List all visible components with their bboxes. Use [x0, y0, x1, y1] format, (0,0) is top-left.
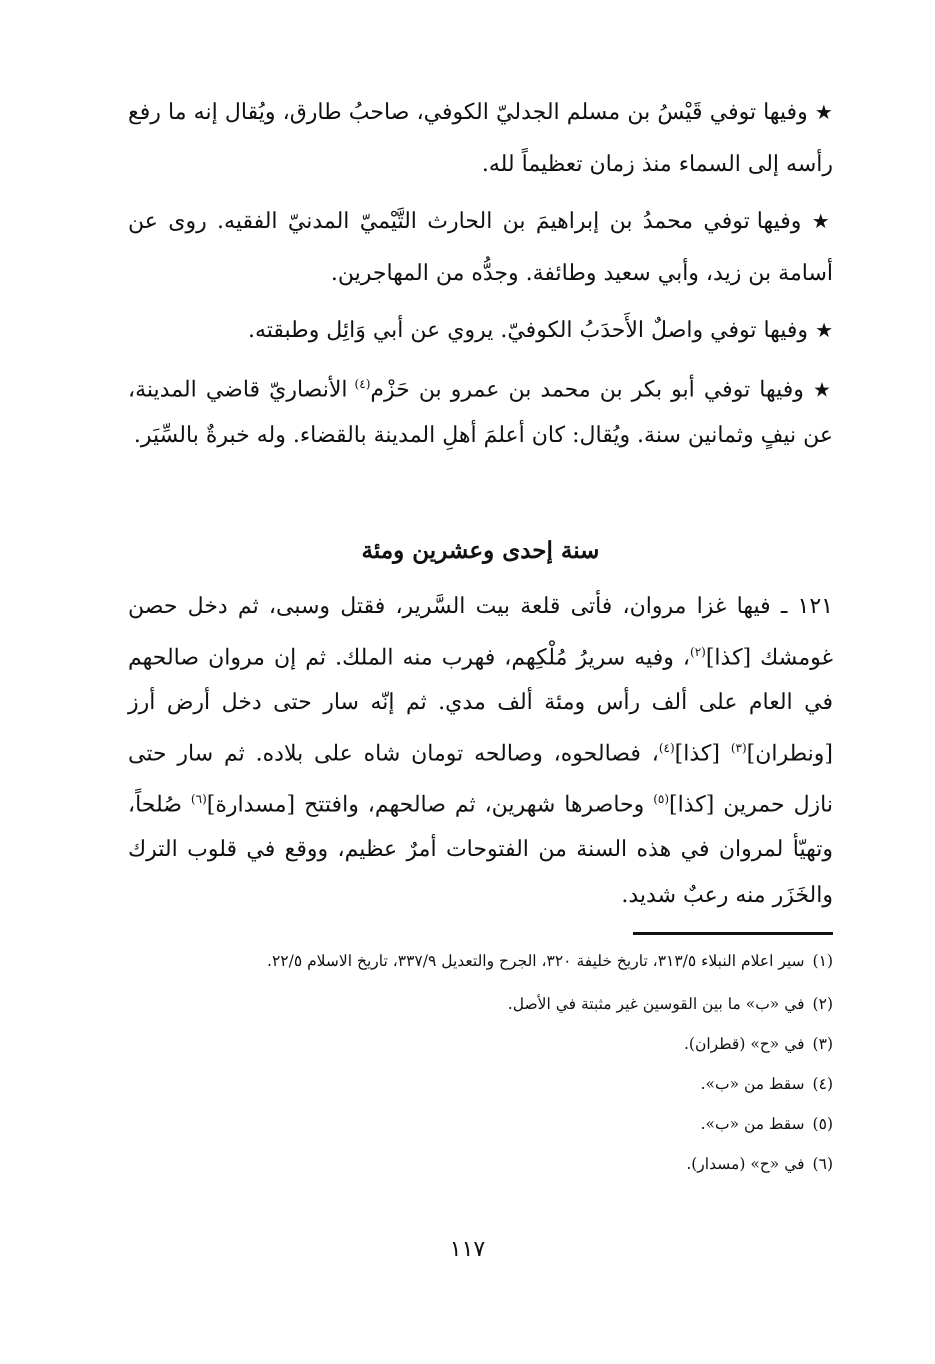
footnote-4 [128, 1064, 833, 1104]
entry-wasil [128, 304, 833, 357]
footnote-divider [633, 932, 833, 935]
footnote-1 [128, 944, 833, 978]
footnote-3 [128, 1024, 833, 1064]
footnote-number: (١) [812, 952, 833, 970]
entry-text: الأنصاريّ قاضي المدينة، عن نيفٍ وثمانين سنة. ويُقال: كان أعلمَ أهلِ المدينة بالقضاء. وله خبرةٌ بالسِّيَر. [128, 377, 833, 449]
footnote-ref: (٦) [190, 791, 207, 806]
footnote-text: في «ح» (مسدار). [686, 1155, 805, 1173]
main-paragraph [128, 584, 833, 918]
star-icon: ★ [814, 100, 834, 124]
paragraph-text: ، وفيه سريرُ مُلْكِهم، فهرب منه الملك. ثم إن مروان صالحهم في العام على ألف رأس ومئة ألف مدي. ثم إنّه سار حتى دخل أرض أرز [ونطران] [128, 644, 834, 767]
footnote-number: (٦) [812, 1155, 833, 1173]
footnote-5 [128, 1104, 833, 1144]
footnote-ref: (٥) [653, 791, 670, 806]
entries-block [128, 86, 833, 459]
footnote-text: سقط من «ب». [700, 1075, 805, 1093]
footnote-number: (٤) [812, 1075, 833, 1093]
paragraph-text: ١٢١ ـ فيها غزا مروان، فأتى قلعة بيت السَّرير، فقتل وسبى، ثم دخل حصن غومشك [كذا] [128, 594, 833, 670]
paragraph-text: [كذا] [674, 741, 731, 767]
footnote-6 [128, 1144, 833, 1184]
section-heading: سنة إحدى وعشرين ومئة [361, 537, 600, 564]
paragraph-text: صُلحاً، وتهيّأ لمروان في هذه السنة من الفتوحات أمرٌ عظيم، ووقع في قلوب الترك والخَزَر منه رعبٌ شديد. [128, 791, 833, 908]
footnote-ref: (٣) [730, 740, 747, 755]
entry-text: وفيها توفي أبو بكر بن محمد بن عمرو بن حَزْم [370, 377, 804, 403]
footnote-ref: (٤) [354, 377, 371, 391]
star-icon: ★ [815, 318, 833, 342]
footnote-text: في «ح» (قطران). [684, 1035, 805, 1053]
footnote-text: في «ب» ما بين القوسين غير مثبتة في الأصل. [507, 995, 805, 1013]
footnote-ref: (٢) [690, 644, 706, 659]
main-paragraph-block [128, 584, 833, 918]
footnote-number: (٥) [812, 1115, 833, 1133]
footnote-text: سقط من «ب». [700, 1115, 805, 1133]
entry-muhammad [128, 195, 833, 300]
footnote-2 [128, 984, 833, 1024]
footnote-text: سير اعلام النبلاء ٣١٣/٥، تاريخ خليفة ٣٢٠، الجرح والتعديل ٣٣٧/٩، تاريخ الاسلام ٢٢/٥. [267, 952, 805, 970]
footnote-ref: (٤) [658, 740, 675, 755]
page-number: ١١٧ [449, 1237, 486, 1262]
entry-abu-bakr [128, 361, 833, 459]
entry-qays [128, 86, 833, 191]
footnote-number: (٢) [812, 995, 833, 1013]
entry-text: وفيها توفي محمدُ بن إبراهيمَ بن الحارث التَّيْميّ المدنيّ الفقيه. روى عن أسامة بن زيد، وأبي سعيد وطائفة. وجدُّه من المهاجرين. [128, 209, 833, 286]
entry-text: وفيها توفي قَيْسُ بن مسلم الجدليّ الكوفي، صاحبُ طارق، ويُقال إنه ما رفع رأسه إلى السماء منذ زمان تعظيماً لله. [128, 100, 833, 177]
footnotes [128, 944, 833, 1184]
footnote-number: (٣) [812, 1035, 833, 1053]
paragraph-text: وحاصرها شهرين، ثم صالحهم، وافتتح [مسدارة] [206, 791, 654, 817]
paragraph-text: ، فصالحوه، وصالحه تومان شاه على بلاده. ثم سار حتى نازل حمرين [كذا] [128, 741, 833, 817]
star-icon: ★ [812, 377, 833, 402]
entry-text: وفيها توفي واصلٌ الأَحدَبُ الكوفيّ. يروي عن أبي وَائِل وطبقته. [247, 318, 809, 343]
star-icon: ★ [811, 209, 833, 233]
